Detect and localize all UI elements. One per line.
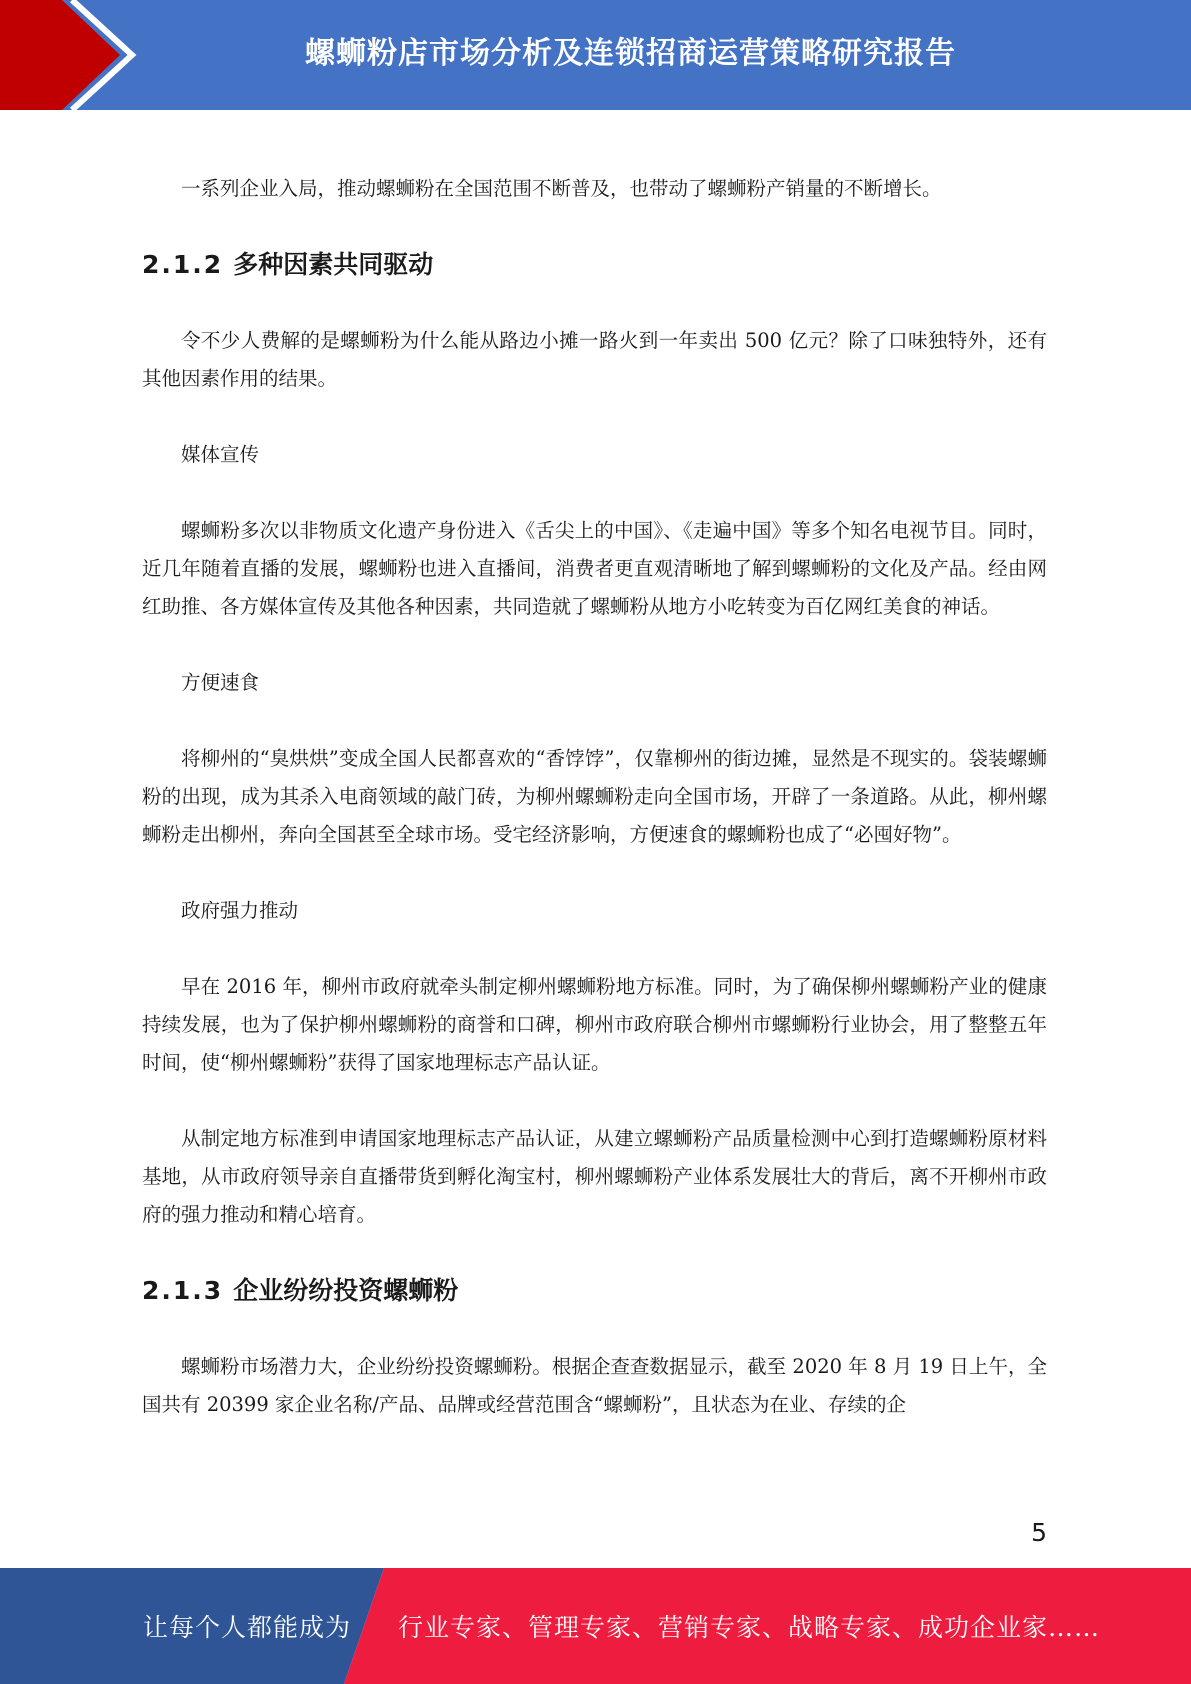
footer-slogan-right: 行业专家、管理专家、营销专家、战略专家、成功企业家…… [398, 1613, 1101, 1642]
subheading-government: 政府强力推动 [181, 899, 299, 922]
paragraph-convenience: 将柳州的“臭烘烘”变成全国人民都喜欢的“香饽饽”，仅靠柳州的街边摊，显然是不现实的。袋装螺蛳粉的出现，成为其杀入电商领域的敲门砖，为柳州螺蛳粉走向全国市场，开辟了一条道路。从此，柳州螺蛳粉走出柳州，奔向全国甚至全球市场。受宅经济影响，方便速食的螺蛳粉也成了“必囤好物”。 [142, 747, 1047, 846]
paragraph-intro: 一系列企业入局，推动螺蛳粉在全国范围不断普及，也带动了螺蛳粉产销量的不断增长。 [181, 177, 942, 200]
paragraph-media: 螺蛳粉多次以非物质文化遗产身份进入《舌尖上的中国》、《走遍中国》等多个知名电视节目。同时，近几年随着直播的发展，螺蛳粉也进入直播间，消费者更直观清晰地了解到螺蛳粉的文化及产品。经由网红助推、各方媒体宣传及其他各种因素，共同造就了螺蛳粉从地方小吃转变为百亿网红美食的神话。 [142, 519, 1047, 618]
footer-slogan-left: 让每个人都能成为 [143, 1613, 352, 1642]
paragraph-government-2: 从制定地方标准到申请国家地理标志产品认证，从建立螺蛳粉产品质量检测中心到打造螺蛳粉原材料基地，从市政府领导亲自直播带货到孵化淘宝村，柳州螺蛳粉产业体系发展壮大的背后，离不开柳州市政府的强力推动和精心培育。 [142, 1127, 1047, 1226]
subheading-convenience: 方便速食 [181, 671, 260, 694]
page-number: 5 [1031, 1518, 1047, 1547]
page-footer [0, 1568, 1191, 1684]
paragraph-investment: 螺蛳粉市场潜力大，企业纷纷投资螺蛳粉。根据企查查数据显示，截至 2020 年 8 月 19 日上午，全国共有 20399 家企业名称/产品、品牌或经营范围含“螺蛳粉”，且状态为在业、存续的企 [142, 1355, 1047, 1416]
section-heading-2-1-3 [142, 1272, 1047, 1310]
page-header [0, 0, 1191, 110]
section-number: 2.1.3 [142, 1276, 224, 1305]
section-number: 2.1.2 [142, 250, 224, 279]
paragraph-government-1: 早在 2016 年，柳州市政府就牵头制定柳州螺蛳粉地方标准。同时，为了确保柳州螺蛳粉产业的健康持续发展，也为了保护柳州螺蛳粉的商誉和口碑，柳州市政府联合柳州市螺蛳粉行业协会，用了整整五年时间，使“柳州螺蛳粉”获得了国家地理标志产品认证。 [142, 975, 1047, 1074]
document-body [142, 170, 1047, 1424]
section-title: 企业纷纷投资螺蛳粉 [233, 1276, 459, 1305]
section-heading-2-1-2 [142, 246, 1047, 284]
report-title: 螺蛳粉店市场分析及连锁招商运营策略研究报告 [305, 36, 956, 71]
paragraph-drivers: 令不少人费解的是螺蛳粉为什么能从路边小摊一路火到一年卖出 500 亿元？除了口味独特外，还有其他因素作用的结果。 [142, 329, 1047, 390]
section-title: 多种因素共同驱动 [233, 250, 434, 279]
subheading-media: 媒体宣传 [181, 443, 260, 466]
